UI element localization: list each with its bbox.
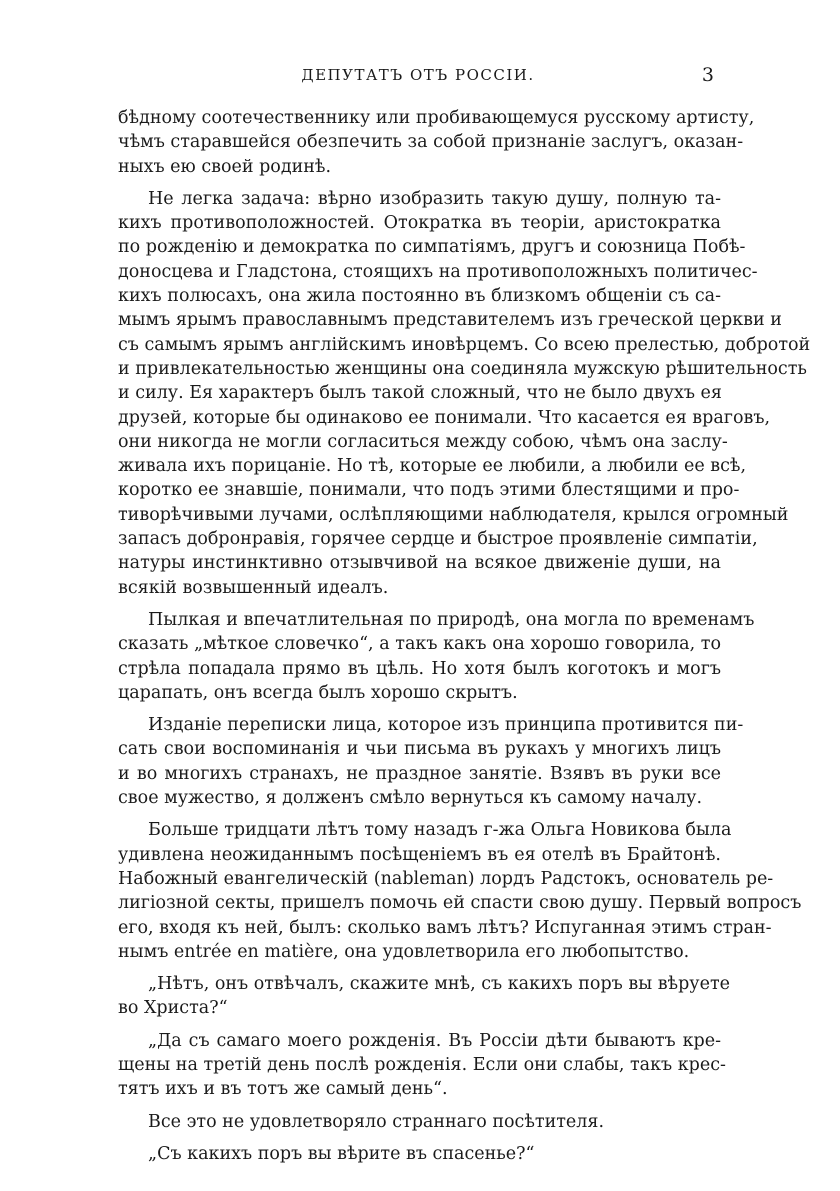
paragraph-spacer xyxy=(118,1021,721,1029)
text-line: всякій возвышенный идеалъ. xyxy=(118,577,389,598)
page-header xyxy=(118,66,718,90)
paragraph-spacer xyxy=(118,964,721,972)
text-line: „Нѣтъ, онъ отвѣчалъ, скажите мнѣ, съ какихъ поръ вы вѣруете xyxy=(148,974,730,995)
text-line: сказать „мѣткое словечко“, а такъ какъ она хорошо говорила, то xyxy=(118,634,721,655)
paragraph-spacer xyxy=(118,600,721,608)
text-line: и привлекательностью женщины она соединяла мужскую рѣшительность xyxy=(118,358,807,379)
text-line: „Да съ самаго моего рожденія. Въ Россіи дѣти бываютъ кре- xyxy=(148,1030,721,1051)
text-line: друзей, которые бы одинаково ее понимали. Что касается ея враговъ, xyxy=(118,407,771,428)
paragraph xyxy=(118,608,755,705)
text-line: натуры инстинктивно отзывчивой на всякое движеніе души, на xyxy=(118,553,721,574)
paragraph-spacer xyxy=(118,705,721,713)
text-line: тятъ ихъ и въ тотъ же самый день“. xyxy=(118,1079,448,1100)
paragraph xyxy=(118,1142,721,1166)
text-line: чѣмъ старавшейся обезпечить за собой признаніе заслугъ, оказан- xyxy=(118,132,744,153)
paragraph-spacer xyxy=(118,1134,721,1142)
text-line: Набожный евангелическій (nableman) лордъ Радстокъ, основатель ре- xyxy=(118,868,774,889)
text-line: лигіозной секты, пришелъ помочь ей спасти свою душу. Первый вопросъ xyxy=(118,893,802,914)
paragraph-spacer xyxy=(118,810,721,818)
text-line: коротко ее знавшіе, понимали, что подъ этими блестящими и про- xyxy=(118,480,740,501)
running-title: ДЕПУТАТЪ ОТЪ РОССІИ. xyxy=(301,66,535,84)
text-line: по рожденію и демократка по симпатіямъ, другъ и союзница Побѣ- xyxy=(118,237,746,258)
text-line: стрѣла попадала прямо въ цѣль. Но хотя былъ коготокъ и могъ xyxy=(118,658,721,679)
text-line: тиворѣчивыми лучами, ослѣпляющими наблюдателя, крылся огромный xyxy=(118,504,789,525)
text-line: ныхъ ею своей родинѣ. xyxy=(118,156,332,177)
paragraph xyxy=(118,972,730,1021)
text-line: Не легка задача: вѣрно изобразить такую душу, полную та- xyxy=(148,188,721,209)
page-number: 3 xyxy=(701,64,714,86)
text-line: кихъ противоположностей. Отократка въ теоріи, аристократка xyxy=(118,213,721,234)
text-line: Больше тридцати лѣтъ тому назадъ г-жа Ольга Новикова была xyxy=(148,820,732,841)
paragraph xyxy=(118,1110,721,1134)
paragraph-spacer xyxy=(118,179,721,187)
text-line: его, входя къ ней, былъ: сколько вамъ лѣтъ? Испуганная этимъ стран- xyxy=(118,917,772,938)
text-line: Изданіе переписки лица, которое изъ принципа противится пи- xyxy=(148,715,744,736)
body-text xyxy=(118,106,811,1166)
text-line: нымъ entrée en matière, она удовлетворила его любопытство. xyxy=(118,941,690,962)
text-line: они никогда не могли согласиться между собою, чѣмъ она заслу- xyxy=(118,431,728,452)
text-line: запасъ добронравія, горячее сердце и быстрое проявленіе симпатіи, xyxy=(118,529,758,550)
text-line: щены на третій день послѣ рожденія. Если они слабы, такъ крес- xyxy=(118,1054,726,1075)
paragraph xyxy=(118,818,802,964)
paragraph xyxy=(118,713,744,810)
text-line: живала ихъ порицаніе. Но тѣ, которые ее любили, а любили ее всѣ, xyxy=(118,456,747,477)
text-line: Пылкая и впечатлительная по природѣ, она могла по временамъ xyxy=(148,609,755,630)
paragraph xyxy=(118,1029,726,1102)
text-line: свое мужество, я долженъ смѣло вернуться къ самому началу. xyxy=(118,788,703,809)
text-line: бѣдному соотечественнику или пробивающемуся русскому артисту, xyxy=(118,108,755,128)
paragraph xyxy=(118,106,755,179)
text-line: Все это не удовлетворяло страннаго посѣтителя. xyxy=(148,1111,605,1132)
text-line: „Съ какихъ поръ вы вѣрите въ спасенье?“ xyxy=(148,1143,535,1164)
text-line: кихъ полюсахъ, она жила постоянно въ близкомъ общеніи съ са- xyxy=(118,286,721,307)
text-line: и во многихъ странахъ, не праздное занятіе. Взявъ въ руки все xyxy=(118,763,721,784)
text-line: доносцева и Гладстона, стоящихъ на противоположныхъ политичес- xyxy=(118,261,758,282)
text-line: удивлена неожиданнымъ посѣщеніемъ въ ея отелѣ въ Брайтонѣ. xyxy=(118,844,721,865)
text-line: царапать, онъ всегда былъ хорошо скрытъ. xyxy=(118,682,518,703)
text-line: во Христа?“ xyxy=(118,998,228,1019)
text-line: и силу. Ея характеръ былъ такой сложный, что не было двухъ ея xyxy=(118,383,722,404)
paragraph-spacer xyxy=(118,1102,721,1110)
text-line: мымъ ярымъ православнымъ представителемъ изъ греческой церкви и xyxy=(118,310,782,331)
text-line: съ самымъ ярымъ англійскимъ иновѣрцемъ. Со всею прелестью, добротой xyxy=(118,334,811,355)
paragraph xyxy=(118,187,811,600)
text-line: сать свои воспоминанія и чьи письма въ рукахъ у многихъ лицъ xyxy=(118,739,721,760)
